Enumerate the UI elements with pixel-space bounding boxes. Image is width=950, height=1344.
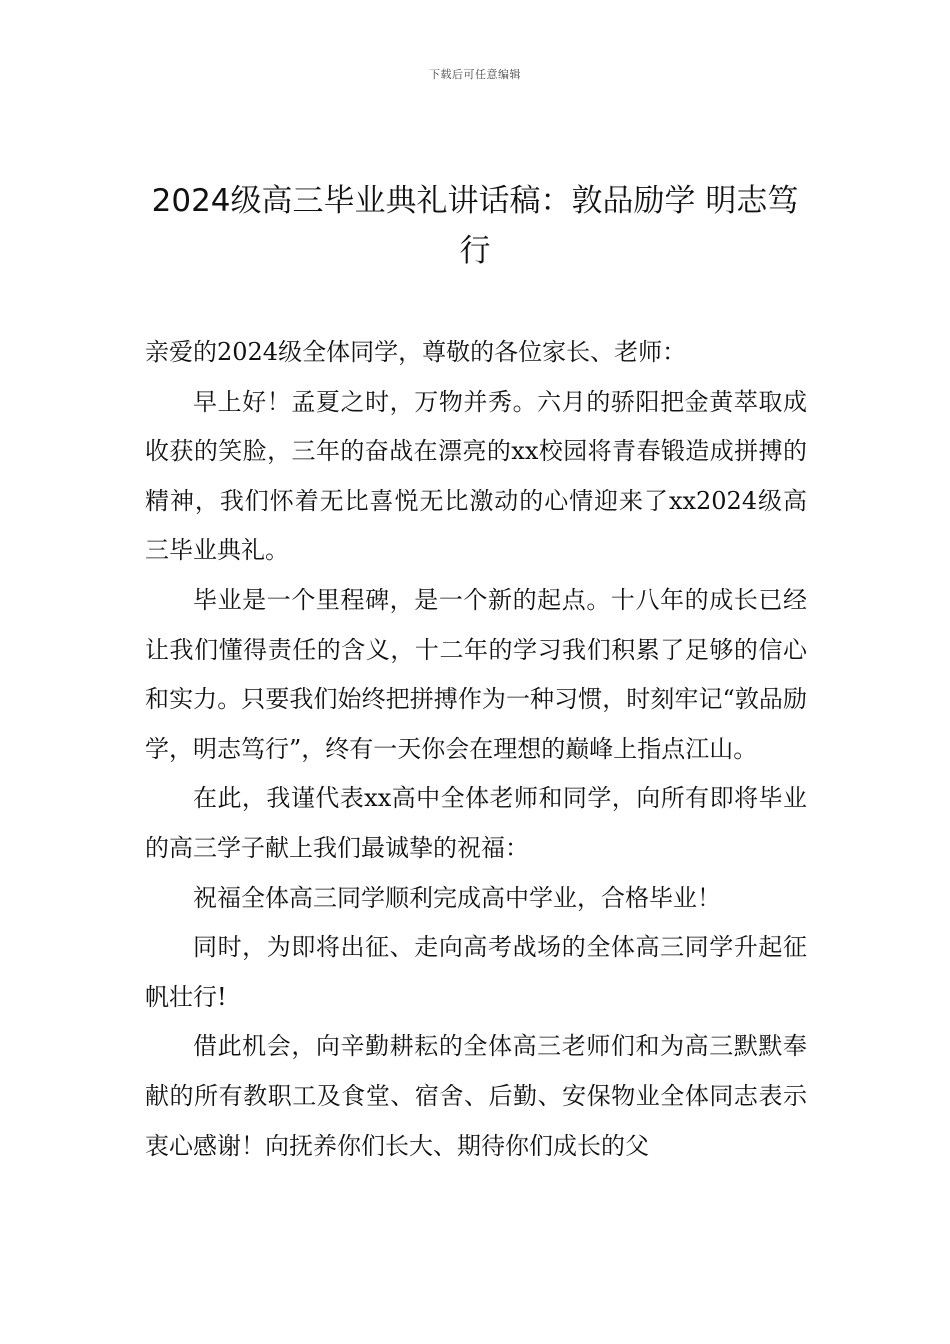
document-title: 2024级高三毕业典礼讲话稿：敦品励学 明志笃行 [151,183,799,269]
body-paragraph: 毕业是一个里程碑，是一个新的起点。十八年的成长已经让我们懂得责任的含义，十二年的学习我们积累了足够的信心和实力。只要我们始终把拼搏作为一种习惯，时刻牢记“敦品励学，明志笃行”，终有一天你会在理想的巅峰上指点江山。 [145,585,807,763]
document-body [145,328,807,1171]
body-paragraph: 借此机会，向辛勤耕耘的全体高三老师们和为高三默默奉献的所有教职工及食堂、宿舍、后勤、安保物业全体同志表示衷心感谢！向抚养你们长大、期待你们成长的父 [145,1032,807,1160]
header-note: 下载后可任意编辑 [429,68,521,81]
body-paragraph: 同时，为即将出征、走向高考战场的全体高三同学升起征帆壮行! [145,933,807,1011]
body-paragraph: 在此，我谨代表xx高中全体老师和同学，向所有即将毕业的高三学子献上我们最诚挚的祝福： [145,784,807,862]
body-paragraph: 早上好！孟夏之时，万物并秀。六月的骄阳把金黄萃取成收获的笑脸，三年的奋战在漂亮的xx校园将青春锻造成拼搏的精神，我们怀着无比喜悦无比激动的心情迎来了xx2024级高三毕业典礼。 [145,387,807,565]
salutation-paragraph: 亲爱的2024级全体同学，尊敬的各位家长、老师： [145,338,687,366]
body-paragraph: 祝福全体高三同学顺利完成高中学业，合格毕业！ [193,883,721,912]
